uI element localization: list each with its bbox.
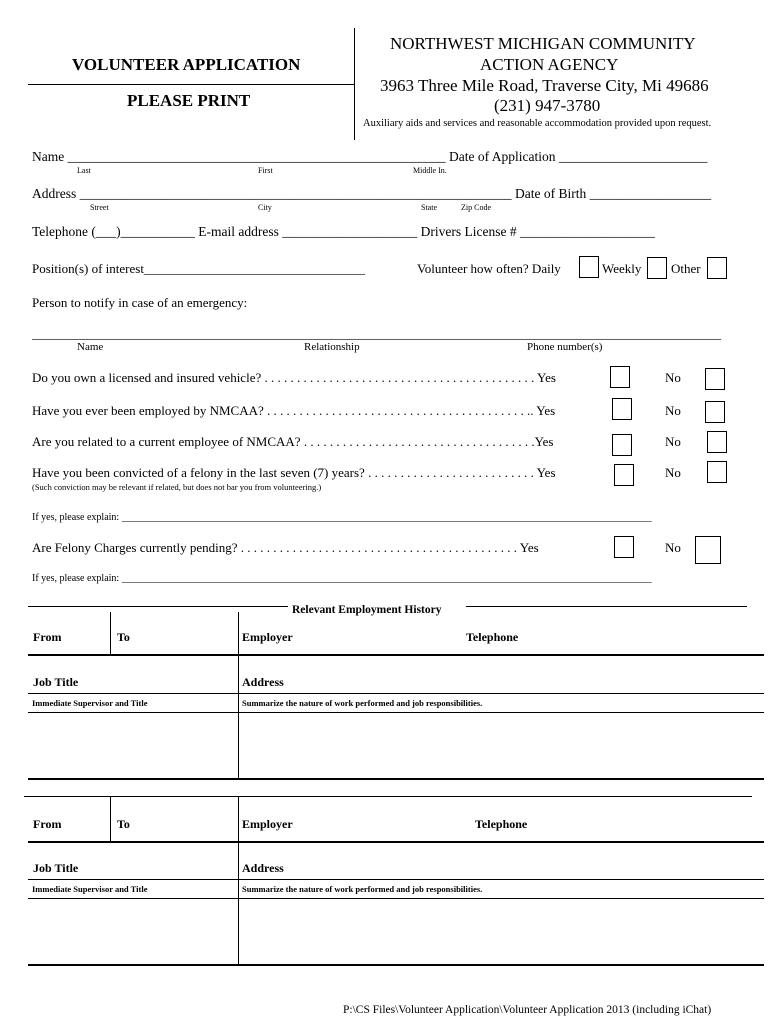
emp1-supervisor-label: Immediate Supervisor and Title	[32, 698, 148, 708]
emp2-rule-2	[28, 879, 764, 880]
org-phone: (231) 947-3780	[494, 96, 601, 115]
emergency-contact-label: Person to notify in case of an emergency:	[32, 295, 248, 310]
header-vertical-divider	[354, 28, 355, 140]
question-related-no-label: No	[665, 434, 681, 449]
weekly-label: Weekly	[602, 261, 642, 276]
daily-checkbox[interactable]	[579, 256, 599, 278]
emp2-rule-3	[28, 898, 764, 899]
emp1-rule-bottom	[28, 778, 764, 780]
question-vehicle: Do you own a licensed and insured vehicle? . . . . . . . . . . . . . . . . . . . . . . . . . . . . . . . . . . . . . . . . . . Yes	[32, 370, 556, 385]
related-yes-checkbox[interactable]	[612, 434, 632, 456]
emp1-address-label: Address	[242, 675, 284, 689]
footer-file-path: P:\CS Files\Volunteer Application\Volunteer Application 2013 (including iChat)	[343, 1004, 712, 1016]
form-title: VOLUNTEER APPLICATION	[72, 55, 301, 74]
name-sub-middle: Middle In.	[413, 166, 447, 175]
emergency-sub-relationship: Relationship	[304, 341, 360, 353]
emp1-to-label: To	[117, 630, 130, 644]
emp1-from-label: From	[33, 630, 62, 644]
org-address: 3963 Three Mile Road, Traverse City, Mi 49686	[380, 76, 709, 95]
explain-field-1[interactable]: If yes, please explain: __________________________________________________________________________________________________________	[32, 512, 652, 523]
form-subtitle: PLEASE PRINT	[127, 91, 251, 110]
felony-yes-checkbox[interactable]	[614, 464, 634, 486]
header-divider	[28, 84, 354, 85]
emp2-rule-bottom	[28, 964, 764, 966]
emergency-sub-name: Name	[77, 341, 104, 353]
emp2-vline-b	[238, 797, 239, 964]
emp1-telephone-label: Telephone	[466, 630, 519, 644]
address-sub-state: State	[421, 203, 437, 212]
address-sub-zip: Zip Code	[461, 203, 491, 212]
felony-note: (Such conviction may be relevant if related, but does not bar you from volunteering.)	[32, 482, 322, 492]
name-sub-last: Last	[77, 166, 91, 175]
address-sub-street: Street	[90, 203, 109, 212]
question-pending-no-label: No	[665, 540, 681, 555]
emergency-contact-line[interactable]: __________________________________________________________________________________________________________	[32, 326, 721, 341]
emp2-from-label: From	[33, 817, 62, 831]
address-sub-city: City	[258, 203, 272, 212]
employment-rule-left	[28, 606, 288, 607]
position-field-line[interactable]: Position(s) of interest__________________________________	[32, 261, 365, 276]
emp2-rule-1	[28, 841, 764, 843]
emp1-rule-1	[28, 654, 764, 656]
volunteer-how-often-label: Volunteer how often? Daily	[417, 261, 561, 276]
question-related: Are you related to a current employee of NMCAA? . . . . . . . . . . . . . . . . . . . . . . . . . . . . . . . . . . . .Yes	[32, 434, 554, 449]
felony-no-checkbox[interactable]	[707, 461, 727, 483]
name-field-line[interactable]: Name ________________________________________________________ Date of Application ______________________	[32, 149, 708, 164]
question-felony: Have you been convicted of a felony in the last seven (7) years? . . . . . . . . . . . . . . . . . . . . . . . . . . Yes	[32, 465, 556, 480]
emp2-supervisor-label: Immediate Supervisor and Title	[32, 884, 148, 894]
emergency-sub-phone: Phone number(s)	[527, 341, 603, 353]
address-field-line[interactable]: Address ________________________________________________________________ Date of Birth __________________	[32, 186, 712, 201]
related-no-checkbox[interactable]	[707, 431, 727, 453]
emp1-vline-b	[238, 612, 239, 778]
emp1-summary-label: Summarize the nature of work performed and job responsibilities.	[242, 698, 483, 708]
employment-rule-right	[466, 606, 747, 607]
emp1-rule-2	[28, 693, 764, 694]
question-felony-pending: Are Felony Charges currently pending? . . . . . . . . . . . . . . . . . . . . . . . . . . . . . . . . . . . . . . . . . . . Yes	[32, 540, 539, 555]
other-checkbox[interactable]	[707, 257, 727, 279]
telephone-field-line[interactable]: Telephone (___)___________ E-mail address ____________________ Drivers License # ____________________	[32, 224, 655, 239]
employment-section-title: Relevant Employment History	[292, 604, 442, 616]
question-employed: Have you ever been employed by NMCAA? . . . . . . . . . . . . . . . . . . . . . . . . . . . . . . . . . . . . . . . . .. Yes	[32, 403, 556, 418]
accommodation-notice: Auxiliary aids and services and reasonable accommodation provided upon request.	[363, 118, 712, 129]
question-felony-no-label: No	[665, 465, 681, 480]
emp1-job-title-label: Job Title	[33, 675, 79, 689]
explain-field-2[interactable]: If yes, please explain: __________________________________________________________________________________________________________	[32, 573, 652, 584]
emp1-employer-label: Employer	[242, 630, 293, 644]
org-name-line2: ACTION AGENCY	[480, 55, 619, 74]
emp2-job-title-label: Job Title	[33, 861, 79, 875]
vehicle-yes-checkbox[interactable]	[610, 366, 630, 388]
emp1-rule-3	[28, 712, 764, 713]
vehicle-no-checkbox[interactable]	[705, 368, 725, 390]
question-vehicle-no-label: No	[665, 370, 681, 385]
emp2-to-label: To	[117, 817, 130, 831]
emp2-address-label: Address	[242, 861, 284, 875]
emp2-summary-label: Summarize the nature of work performed and job responsibilities.	[242, 884, 483, 894]
emp2-rule-top	[24, 796, 752, 797]
other-label: Other	[671, 261, 701, 276]
employed-no-checkbox[interactable]	[705, 401, 725, 423]
emp2-vline-a	[110, 797, 111, 841]
pending-no-checkbox[interactable]	[695, 536, 721, 564]
emp1-vline-a	[110, 612, 111, 654]
emp2-telephone-label: Telephone	[475, 817, 528, 831]
employed-yes-checkbox[interactable]	[612, 398, 632, 420]
question-employed-no-label: No	[665, 403, 681, 418]
weekly-checkbox[interactable]	[647, 257, 667, 279]
name-sub-first: First	[258, 166, 273, 175]
emp2-employer-label: Employer	[242, 817, 293, 831]
org-name-line1: NORTHWEST MICHIGAN COMMUNITY	[390, 34, 696, 53]
pending-yes-checkbox[interactable]	[614, 536, 634, 558]
